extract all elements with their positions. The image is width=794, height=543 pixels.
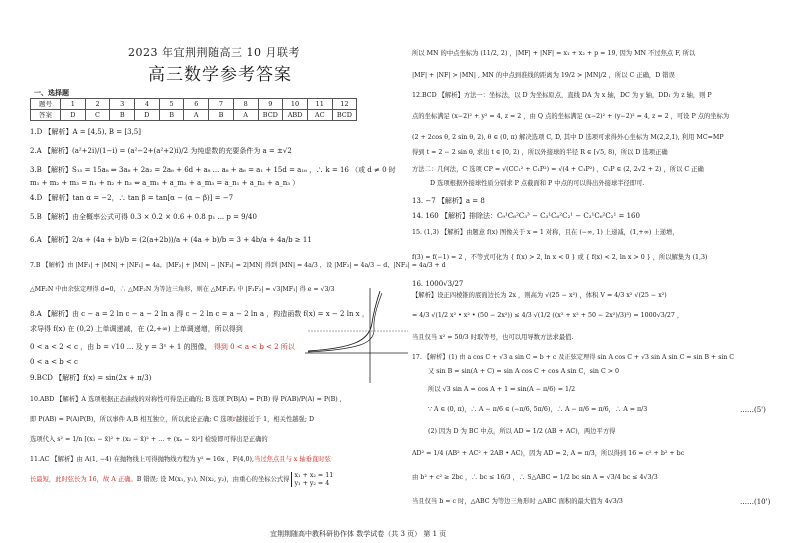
solution-q7-line2: △MF₂N 中由余弦定理得 d=0，∴ △MF₂N 为等边三角形，则在 △MF₁F₂ 中 |F₁F₂| = √3|MF₁| 得 e = √3/3 — [30, 286, 335, 293]
solution-q17-line6: AD² = 1/4 (AB² + AC² + 2AB • AC)，因为 AD = 2, A = π/3，所以得到 16 = c² + b² + bc — [412, 450, 685, 457]
solution-q17-line8: 当且仅当 b = c 时，△ABC 为等边三角形时 △ABC 面积的最大值为 4√3/3 — [412, 498, 623, 505]
solution-q8-line2: 求导得 f(x) 在 (0,2) 上单调递减，在 (2,+∞) 上单调递增，所以得到 — [30, 325, 243, 333]
solution-q16-answer: 16. 1000√3/27 — [412, 280, 464, 288]
solution-q8-line1: 8.A 【解析】由 c − a = 2 ln c − a − 2 ln a 得 c − 2 ln c = a − 2 ln a ，构造函数 f(x) = x − 2 ln x ， — [30, 310, 369, 318]
table-cell: 11 — [307, 99, 332, 110]
table-cell: 2 — [85, 99, 110, 110]
table-cell: 1 — [61, 99, 86, 110]
solution-q17-line3: 所以 √3 sin A = cos A + 1 ⇒ sin(A − π/6) = 1/2 — [428, 386, 576, 393]
table-cell: 5 — [159, 99, 184, 110]
solution-q14: 14. 160 【解析】排除法：C₉¹C₆²C₃³ − C₃¹C₆²C₂¹ − C₃¹C₆²C₂¹ = 160 — [412, 212, 640, 220]
solution-q11-cont-line2: |MF| + |NF| > |MN| , MN 的中点到准线的距离为 19/2 > |MN|/2 ，所以 C 正确，D 错误 — [412, 72, 675, 79]
solution-q8-line3: 0 < a < 2 < c ，由 b = √10 ... 及 y = 3ˣ + 1 的图像， 得到 0 < a < b < 2 所以 — [30, 343, 295, 351]
equation-system: x₁ + x₂ = 11 y₁ + y₂ = 4 — [291, 472, 333, 487]
answer-table — [30, 98, 357, 121]
solution-q5: 5.B 【解析】由全概率公式可得 0.3 × 0.2 × 0.6 + 0.8 p₁ ... p = 9/40 — [30, 213, 257, 221]
solution-q13: 13. −7 【解析】a = 8 — [412, 197, 485, 205]
solution-q12-line5: 方法二：几何法，C 选项 CP = √(CC₁² + C₁P²) = √(4 + C₁P²) ，C₁P ∈ (2, 2√2 + 2) ，所以 C 正确 — [412, 166, 704, 173]
table-cell: AC — [307, 110, 332, 121]
solution-q1: 1.D 【解析】A = [4,5), B = [3,5] — [30, 128, 141, 136]
highlight-text: 得到 0 < a < b < 2 所以 — [213, 343, 295, 351]
solution-q6: 6.A 【解析】2/a + (4a + b)/b = (2(a+2b))/a + (4a + b)/b = 3 + 4b/a + 4a/b ≥ 11 — [30, 236, 312, 244]
solution-q7-line1: 7.B 【解析】由 |MF₁| + |MN| + |NF₁| = 4a，|MF₂| + |MN| − |NF₂| = 2|MN| 得到 |MN| = 4a/3 ，设 |MF₂| = 4a/3 − d，|NF₂| = 4a/3 + d — [30, 262, 446, 269]
solution-q10-line3: 选项代入 s² = 1/n [(x₁ − x̄)² + (x₂ − x̄)² + … + (xₙ − x̄)²] 检验即可得出是正确的 — [30, 436, 268, 443]
solution-q4: 4.D 【解析】tan α = −2，∴ tan β = tan[α − (α − β)] = −7 — [30, 194, 234, 202]
solution-q15-line1: 15. (1,3) 【解析】由题意 f(x) 图像关于 x = 1 对称，且在 (−∞, 1) 上递减，(1,+∞) 上递增， — [412, 229, 679, 236]
function-graph-icon — [300, 283, 410, 388]
solution-q12-line2: 点的坐标满足 (x−2)² + y² = 4, z = 2 ，由 Q 点的坐标满足 (x−2)² + (y−2)² = 4, z = 2 ，可设 P 点的坐标为 — [412, 113, 730, 120]
solution-q16-line1: 【解析】设正四棱锥的底面边长为 2x ，则高为 √(25 − x²) ，体积 V = 4/3 x² √(25 − x²) — [412, 292, 667, 299]
solution-q12-line6: D 选项根据外接球性质分别求 P 点截面和 P 中点的可以得出外接球半径即可. — [430, 180, 645, 187]
table-cell: 6 — [184, 99, 209, 110]
table-cell: A — [184, 110, 209, 121]
table-cell: ABD — [283, 110, 308, 121]
solution-q17-line2: 又 sin B = sin(A + C) = sin A cos C + cos A sin C，sin C > 0 — [428, 368, 620, 375]
table-cell: 7 — [209, 99, 234, 110]
page-footer: 宜荆荆随高中教科研协作体 数学试卷（共 3 页） 第 1 页 — [270, 530, 447, 538]
table-cell: 9 — [258, 99, 283, 110]
table-cell: B — [209, 110, 234, 121]
solution-q10-line2: 即 P(AB) = P(A)P(B)，所以事件 A,B 相互独立，所以此论正确; C 选项r越接近于 1，相关性越强; D — [30, 416, 315, 423]
table-cell: 10 — [283, 99, 308, 110]
solution-q16-line3: 当且仅当 x² = 50/3 时取等号，也可以用导数方法求最值. — [412, 334, 574, 341]
solution-q10-line1: 10.ABD 【解析】A 选项根据正态曲线的对称性可得是正确的; B 选项 P(B|A) = P(B) 得 P(AB)/P(A) = P(B) , — [30, 396, 342, 403]
table-cell: B — [159, 110, 184, 121]
solution-q3-line1: 3.B 【解析】S₁₅ = 15a₈ ⇒ 3a₈ + 2a₂ = 2a₆ + 6d + a₈ ... a₈ + a₆ = a₁ + 15d = a₁₆ ，∴ k = 16 （或 d ≠ 0 时 — [30, 166, 396, 174]
answer-table-answer-row — [31, 110, 357, 121]
table-cell: 4 — [135, 99, 160, 110]
section-heading: 一、选择题 — [34, 88, 69, 97]
score-marker: ……(5') — [740, 406, 766, 414]
highlight-text: r — [232, 416, 236, 423]
solution-q15-line2: f(3) = f(−1) = 2 ，不等式可化为 { f(x) > 2, ln x < 0 } 或 { f(x) < 2, ln x > 0 } ，所以解集为 (1,3) — [412, 254, 708, 261]
exam-title: 2023 年宜荆荆随高三 10 月联考 — [128, 46, 300, 59]
solution-q9: 9.BCD 【解析】f(x) = sin(2x + π/3) — [30, 374, 152, 382]
table-cell: 12 — [332, 99, 357, 110]
highlight-text: 当过焦点且与 x 轴垂直时弦 — [254, 456, 331, 463]
solution-q2: 2.A 【解析】(a²+2i)/(1−i) = (a²−2+(a²+2)i)/2 为纯虚数的充要条件为 a = ±√2 — [30, 147, 292, 155]
solution-q11-cont-line1: 所以 MN 的中点坐标为 (11/2, 2) ，|MF| + |NF| = x₁ + x₂ + p = 19, 因为 MN 不过焦点 F, 所以 — [412, 50, 696, 57]
table-cell: A — [233, 110, 258, 121]
highlight-text: 长最短，此时弦长为 16，故 A 正确。 — [30, 476, 137, 484]
solution-q11-line1: 11.AC 【解析】由 A(1, −4) 在抛物线上可得抛物线方程为 y² = 16x ，F(4,0),当过焦点且与 x 轴垂直时弦 — [30, 456, 331, 463]
score-marker: ……(10') — [740, 498, 771, 506]
solution-q12-line3: (2 + 2cos θ, 2 sin θ, 2), θ ∈ (0, π) 解决选项 C, D, 其中 D 选项可求得外心坐标为 M(2,2,1), 利用 MC=MP — [412, 134, 724, 141]
table-cell: C — [85, 110, 110, 121]
row-label-answer: 答案 — [31, 110, 61, 121]
row-label-number: 题号 — [31, 99, 61, 110]
solution-q8-line4: 0 < a < b < c — [30, 358, 78, 366]
main-title: 高三数学参考答案 — [148, 65, 292, 85]
solution-q17-line1: 17. 【解析】(1) 由 a cos C + √3 a sin C = b + c 及正弦定理得 sin A cos C + √3 sin A sin C = sin B + sin C — [412, 354, 735, 361]
solution-q12-line1: 12.BCD 【解析】方法一：坐标法，以 D 为坐标原点，直线 DA 为 x 轴，DC 为 y 轴，DD₁ 为 z 轴，则 P — [412, 92, 712, 99]
solution-q3-line2: m₁ + m₂ + m₃ = n₁ + n₂ + n₃ ⇔ a_m₁ + a_m₂ + a_m₃ = a_n₁ + a_n₂ + a_n₃ ） — [30, 179, 300, 187]
solution-q17-line4: ∵ A ∈ (0, π)，∴ A − π/6 ∈ (−π/6, 5π/6)，∴ A − π/6 = π/6，∴ A = π/3 — [428, 406, 648, 413]
solution-q12-line4: 得到 t = 2 − 2 sin θ, 求出 t ∈ [0, 2) ，所以外接球的半径 R ∈ [√5, 8)，所以 D 选项正确 — [412, 149, 668, 156]
table-cell: 3 — [110, 99, 135, 110]
solution-q11-line2: 长最短，此时弦长为 16，故 A 正确。B 错误; 设 M(x₁, y₁), N(x₂, y₂)，由重心的坐标公式得 x₁ + x₂ = 11 y₁ + y₂ = 4 — [30, 472, 334, 487]
answer-table-number-row — [31, 99, 357, 110]
solution-q17-line5: (2) 因为 D 为 BC 中点，所以 AD = 1/2 (AB + AC)，两边平方得 — [428, 428, 616, 435]
solution-q17-line7: 由 b² + c² ≥ 2bc ，∴ bc ≤ 16/3 ，∴ S△ABC = 1/2 bc sin A = √3/4 bc ≤ 4√3/3 — [412, 474, 658, 481]
table-cell: B — [110, 110, 135, 121]
table-cell: BCD — [332, 110, 357, 121]
table-cell: BCD — [258, 110, 283, 121]
solution-q16-line2: = 4/3 √(1/2 x² • x² • (50 − 2x²)) ≤ 4/3 √(1/2 ((x² + x² + 50 − 2x²)/3)³) = 1000√3/27 ， — [412, 312, 684, 319]
table-cell: D — [61, 110, 86, 121]
table-cell: 8 — [233, 99, 258, 110]
table-cell: D — [135, 110, 160, 121]
